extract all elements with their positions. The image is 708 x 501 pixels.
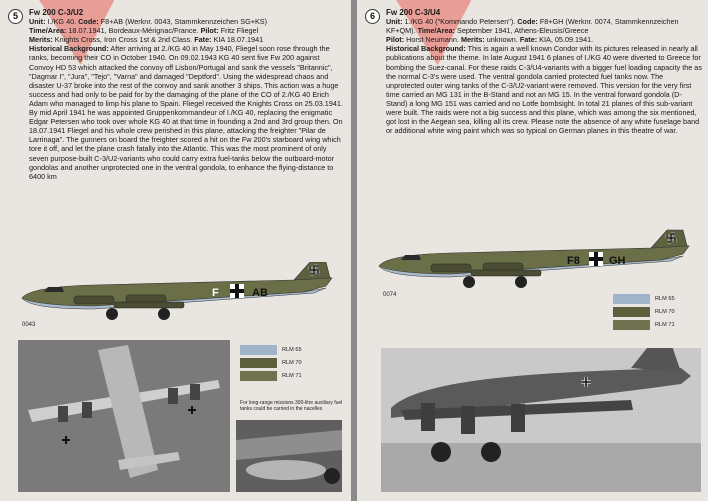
page-number: 6 xyxy=(365,9,380,24)
history-label: Historical Background: xyxy=(386,44,466,54)
aircraft-description xyxy=(386,8,702,135)
fuselage-code-left: F xyxy=(212,287,219,299)
color-swatches xyxy=(613,292,675,331)
swatch-label: RLM 71 xyxy=(655,321,675,328)
merits-label: Merits: xyxy=(460,35,485,45)
swatch-rlm65 xyxy=(240,343,302,356)
swatch-label: RLM 65 xyxy=(282,346,302,353)
fuselage-code-right: AB xyxy=(252,287,268,299)
time-label: Time/Area: xyxy=(29,26,67,36)
pilot-label: Pilot: xyxy=(386,35,405,45)
fuselage-balkenkreuz xyxy=(230,284,244,298)
swatch-rlm70 xyxy=(613,305,675,318)
aircraft-ground-photo xyxy=(381,348,701,492)
fuselage-code-right: GH xyxy=(609,255,626,267)
unit-label: Unit: xyxy=(29,17,46,27)
photo-caption: For long-range missions 300-litre auxiliary fuel tanks could be carried in the nacelles xyxy=(240,400,343,412)
fate-value: KIA, 05.09.1941. xyxy=(539,35,594,45)
swatch-label: RLM 71 xyxy=(282,372,302,379)
swatch-label: RLM 70 xyxy=(655,308,675,315)
aircraft-title: Fw 200 C-3/U2 xyxy=(29,8,84,17)
code-label: Code: xyxy=(517,17,538,27)
fuselage-balkenkreuz xyxy=(589,252,603,266)
ground-photo xyxy=(381,348,701,492)
code-value: F8+AB (Werknr. 0043, Stammkennzeichen SG+KS) xyxy=(100,17,268,27)
fate-value: KIA 18.07.1941 xyxy=(213,35,264,45)
pilot-label: Pilot: xyxy=(200,26,219,36)
fuel-tank-photo-image xyxy=(236,420,342,492)
underside-photo xyxy=(18,340,230,492)
code-label: Code: xyxy=(78,17,99,27)
swatch-chip xyxy=(613,320,650,330)
fw200-profile-illustration xyxy=(14,262,344,324)
pilot-value: Fritz Fliegel xyxy=(220,26,259,36)
merits-value: unknown. xyxy=(486,35,518,45)
fuselage-code-left: F8 xyxy=(567,255,580,267)
merits-label: Merits: xyxy=(29,35,53,45)
tail-swastika xyxy=(667,234,675,242)
swatch-rlm70 xyxy=(240,356,302,369)
time-value: 18.07.1941, Bordeaux-Mérignac/France. xyxy=(68,26,199,36)
fate-label: Fate: xyxy=(519,35,538,45)
swatch-chip xyxy=(240,371,277,381)
history-text: After arriving at 2./KG 40 in May 1940, Fliegel soon rose through the ranks, becoming their CO in October 1940. On 09.02.1943 KG 40 sent five Fw 200 against Convoy HD 53 which attacked the convoy off Lisbon/Portugal and sank the vessels "Britannic", "Dagmar I", "Jura", "Tejo", "Varna" and damaged "Deptford". Using the widespread chaos and disaster U-37 broke into the rest of the convoy and sank another 3 ships. This action was a huge success and had only to be paid for by the damaging of the plane of the CO of 2./KG 40 Erich Adam who managed to limp his plane to Spain. Fliegel received the Knights Cross on 25.03.1941. By mid April 1941 he was appointed Gruppenkommandeur of I./KG 40, replacing the enigmatic Edgar Petersen who took over whole KG 40 at that time in founding a 2nd and 3rd group then. On 18.07.1941 Fliegel and his whole crew perished in this plane, attacking the freighter "Pilar de Larrinaga". The gunners on board the freighter scored a hit on the Fw 200's starboard wing which tore it off, and let the plane crash fatally into the Atlantic. This was the most prominent of only seven purpose-built C-3/U2-variants who could carry extra fuel-tanks below the outboard-motor gondolas and another unprotected one in the ventral gondola, to enhance the flying-distance to 6400 km xyxy=(29,44,343,181)
history-label: Historical Background: xyxy=(29,44,109,54)
swatch-chip xyxy=(240,358,277,368)
aircraft-underside-photo xyxy=(18,340,230,492)
fw200-profile-illustration xyxy=(371,228,701,292)
page-number: 5 xyxy=(8,9,23,24)
aircraft-title: Fw 200 C-3/U4 xyxy=(386,8,441,17)
unit-value: I./KG 40. xyxy=(47,17,77,27)
swatch-chip xyxy=(240,345,277,355)
swatch-rlm71 xyxy=(613,318,675,331)
fate-label: Fate: xyxy=(194,35,212,45)
swatch-rlm65 xyxy=(613,292,675,305)
swatch-label: RLM 65 xyxy=(655,295,675,302)
tail-swastika xyxy=(310,266,318,274)
history-text: This is again a well known Condor with its pictures released in nearly all publications about the theme. In late August 1941 6 planes of I./KG 40 were diverted to Greece for bombing the Suez-canal. For these raids C-3/U4-variants with a bigger fuel loading capacity the as the normal C-3's were used. The ventral gondola carried protected fuel tanks now. The unprotected outer wing tanks of the C-3/U2-variant were removed. This version for the very first time carried an MG 131 in the B-Stand and not an MG 15. In the ventral forward gondola (D-Stand) a long MG 151 was carried and no Lotfe bombsight. In total 21 planes of this sub-variant were built. The raids were not a big success and this plane, which was among the six mentioned, got lost in the Aegean sea, killing all its crew. Please note the absence of any white fuselage band or additional white wing paint which was so typical on German planes in this theatre of war. xyxy=(386,44,702,136)
pilot-value: Horst Neumann. xyxy=(406,35,459,45)
aircraft-description xyxy=(29,8,345,181)
unit-label: Unit: xyxy=(386,17,403,27)
swatch-chip xyxy=(613,307,650,317)
fuel-tank-photo xyxy=(236,420,342,492)
swatch-rlm71 xyxy=(240,369,302,382)
time-value: September 1941, Athens-Eleusis/Greece xyxy=(456,26,589,36)
code-value: F8+GH (Werknr. 0074, Stammkennzeichen KF+QM). xyxy=(386,17,679,36)
color-swatches xyxy=(240,343,302,382)
swatch-chip xyxy=(613,294,650,304)
time-label: Time/Area: xyxy=(417,26,455,36)
werknummer: 0074 xyxy=(383,292,397,298)
swatch-label: RLM 70 xyxy=(282,359,302,366)
merits-value: Knights Cross, Iron Cross 1st & 2nd Class. xyxy=(54,35,193,45)
werknummer: 0043 xyxy=(22,322,36,328)
page-6 xyxy=(354,0,708,501)
unit-value: 1./KG 40 ("Kommando Petersen"). xyxy=(404,17,516,27)
